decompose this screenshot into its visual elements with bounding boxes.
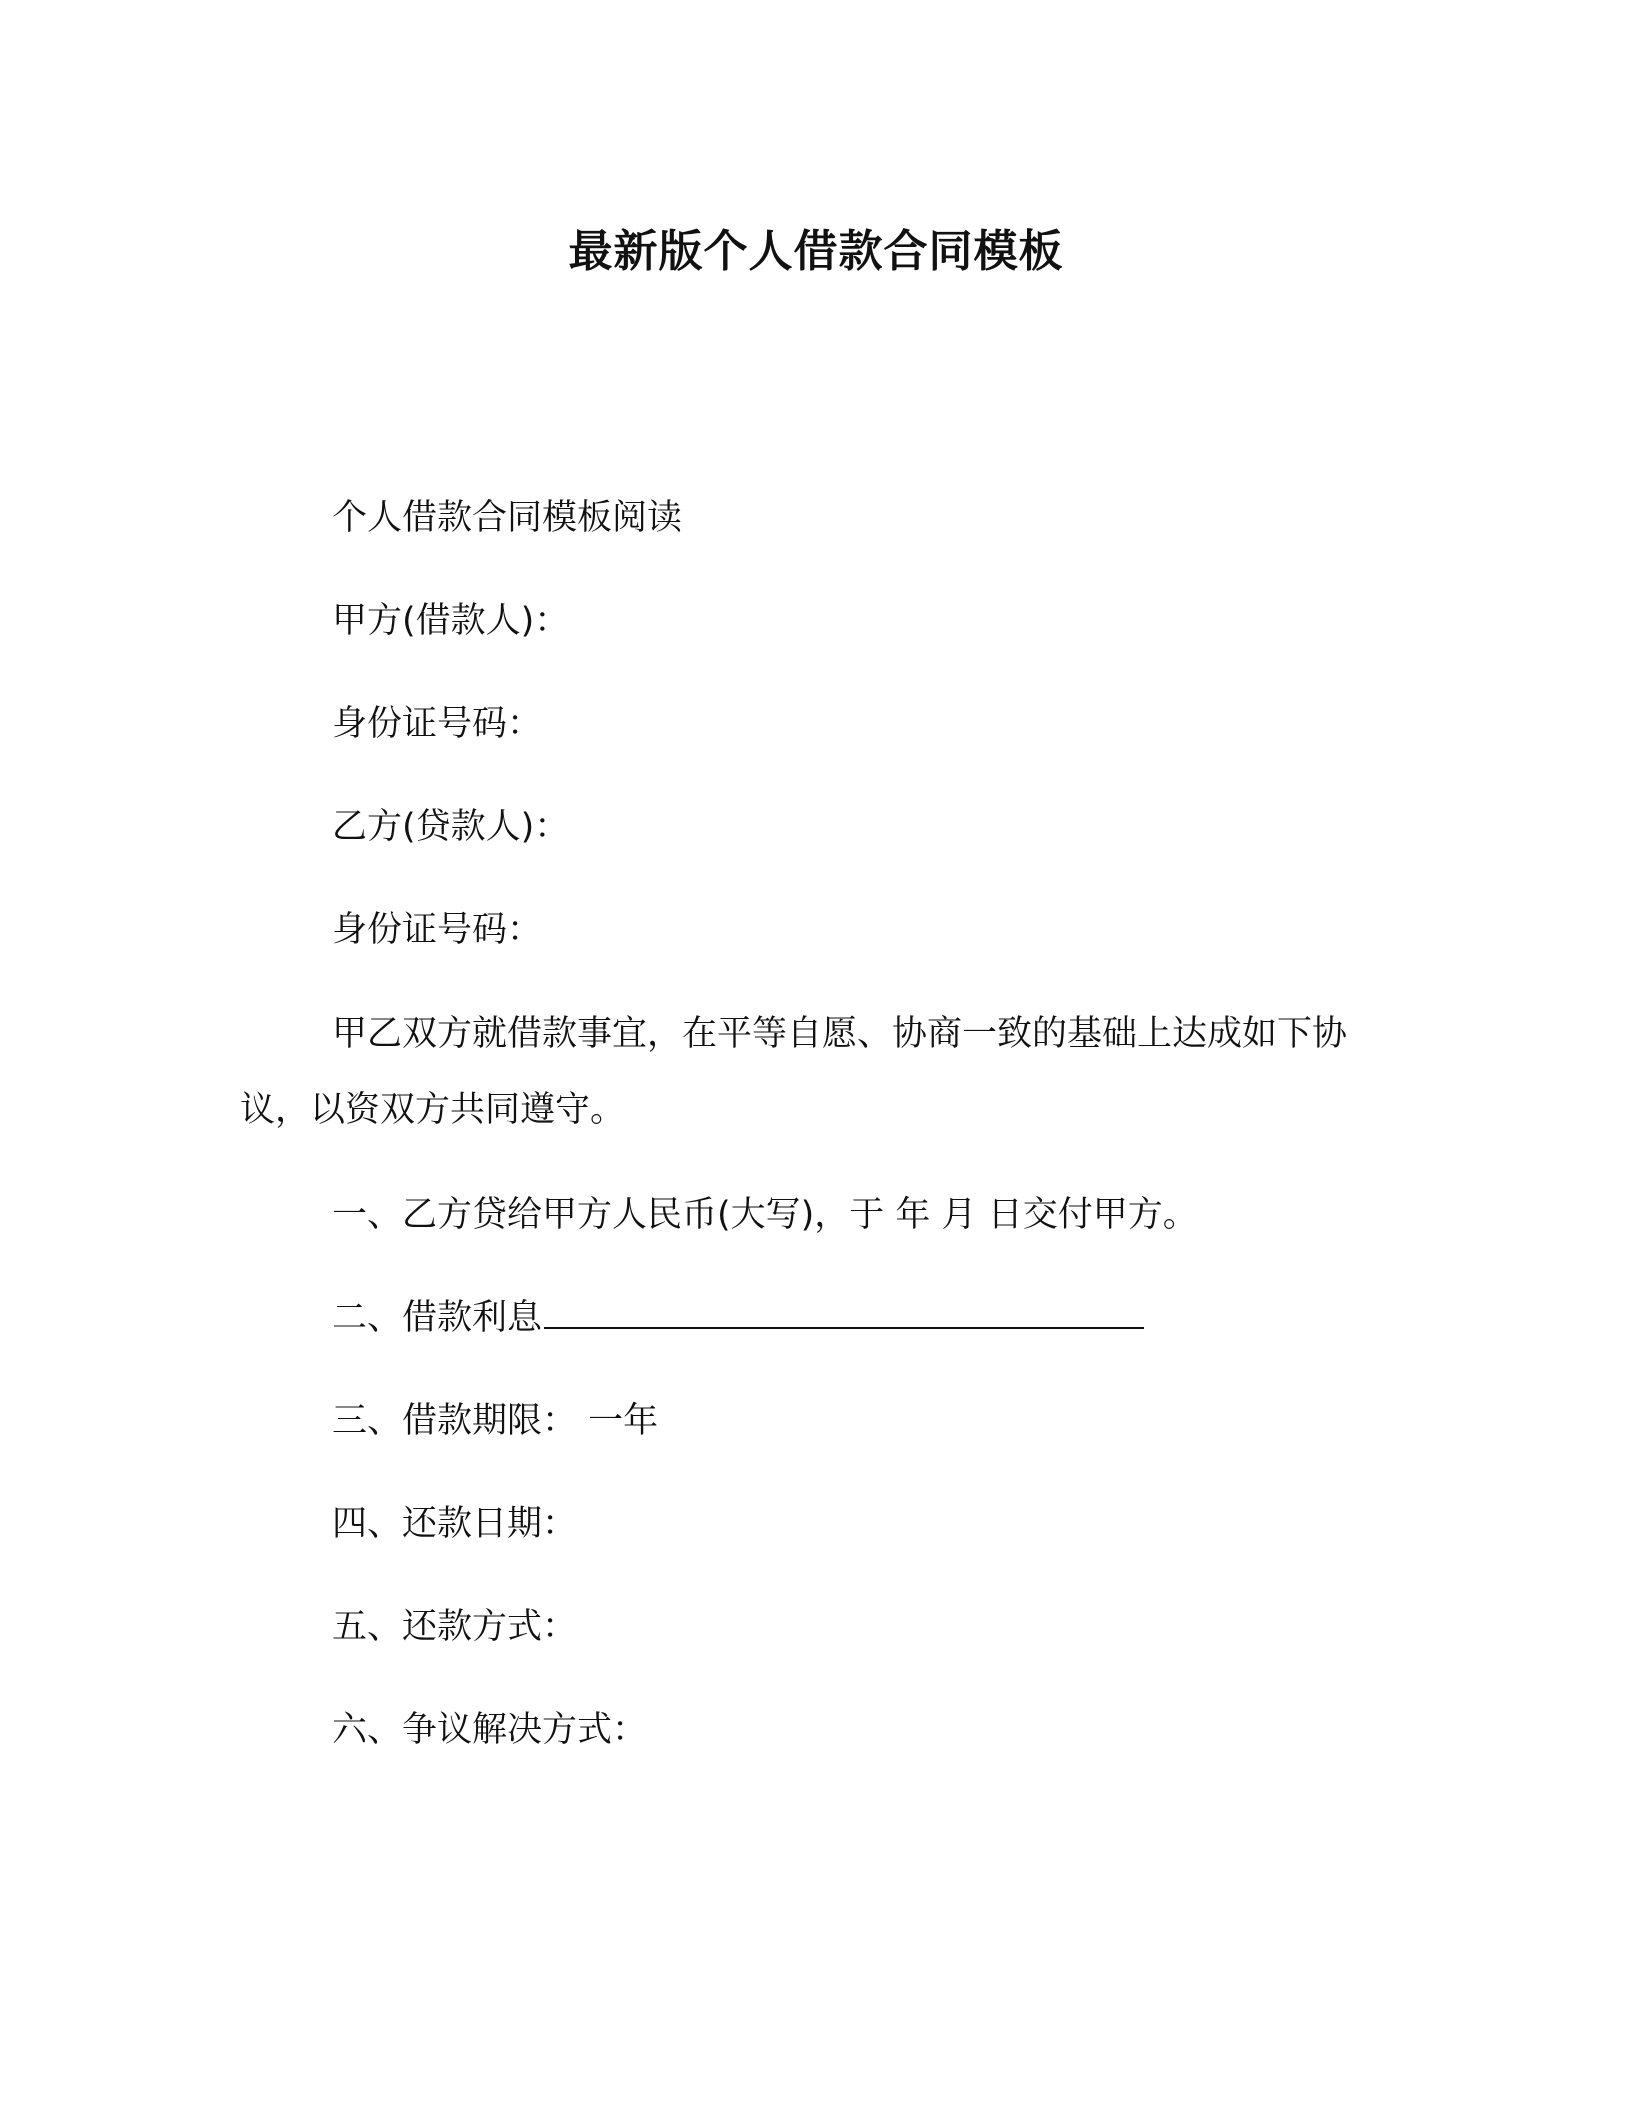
document-title: 最新版个人借款合同模板 (568, 226, 1064, 277)
party-a-id-label: 身份证号码： (332, 704, 543, 744)
party-b-label: 乙方(贷款人)： (332, 807, 570, 847)
clause-3: 三、借款期限： 一年 (332, 1401, 659, 1441)
clause-5: 五、还款方式： (332, 1607, 578, 1647)
clause-6: 六、争议解决方式： (332, 1710, 648, 1750)
party-b-id-label: 身份证号码： (332, 910, 543, 950)
party-a-label: 甲方(借款人)： (332, 601, 570, 641)
clause-4: 四、还款日期： (332, 1504, 578, 1544)
clause-2-text: 二、借款利息 (332, 1298, 543, 1338)
document-subtitle: 个人借款合同模板阅读 (332, 498, 683, 538)
clause-2 (332, 1293, 1144, 1343)
agreement-intro-paragraph: 甲乙双方就借款事宜，在平等自愿、协商一致的基础上达成如下协议，以资双方共同遵守。 (240, 1014, 1348, 1130)
clause-1: 一、乙方贷给甲方人民币(大写)，于 年 月 日交付甲方。 (332, 1195, 1198, 1235)
interest-blank-line (544, 1297, 1144, 1329)
